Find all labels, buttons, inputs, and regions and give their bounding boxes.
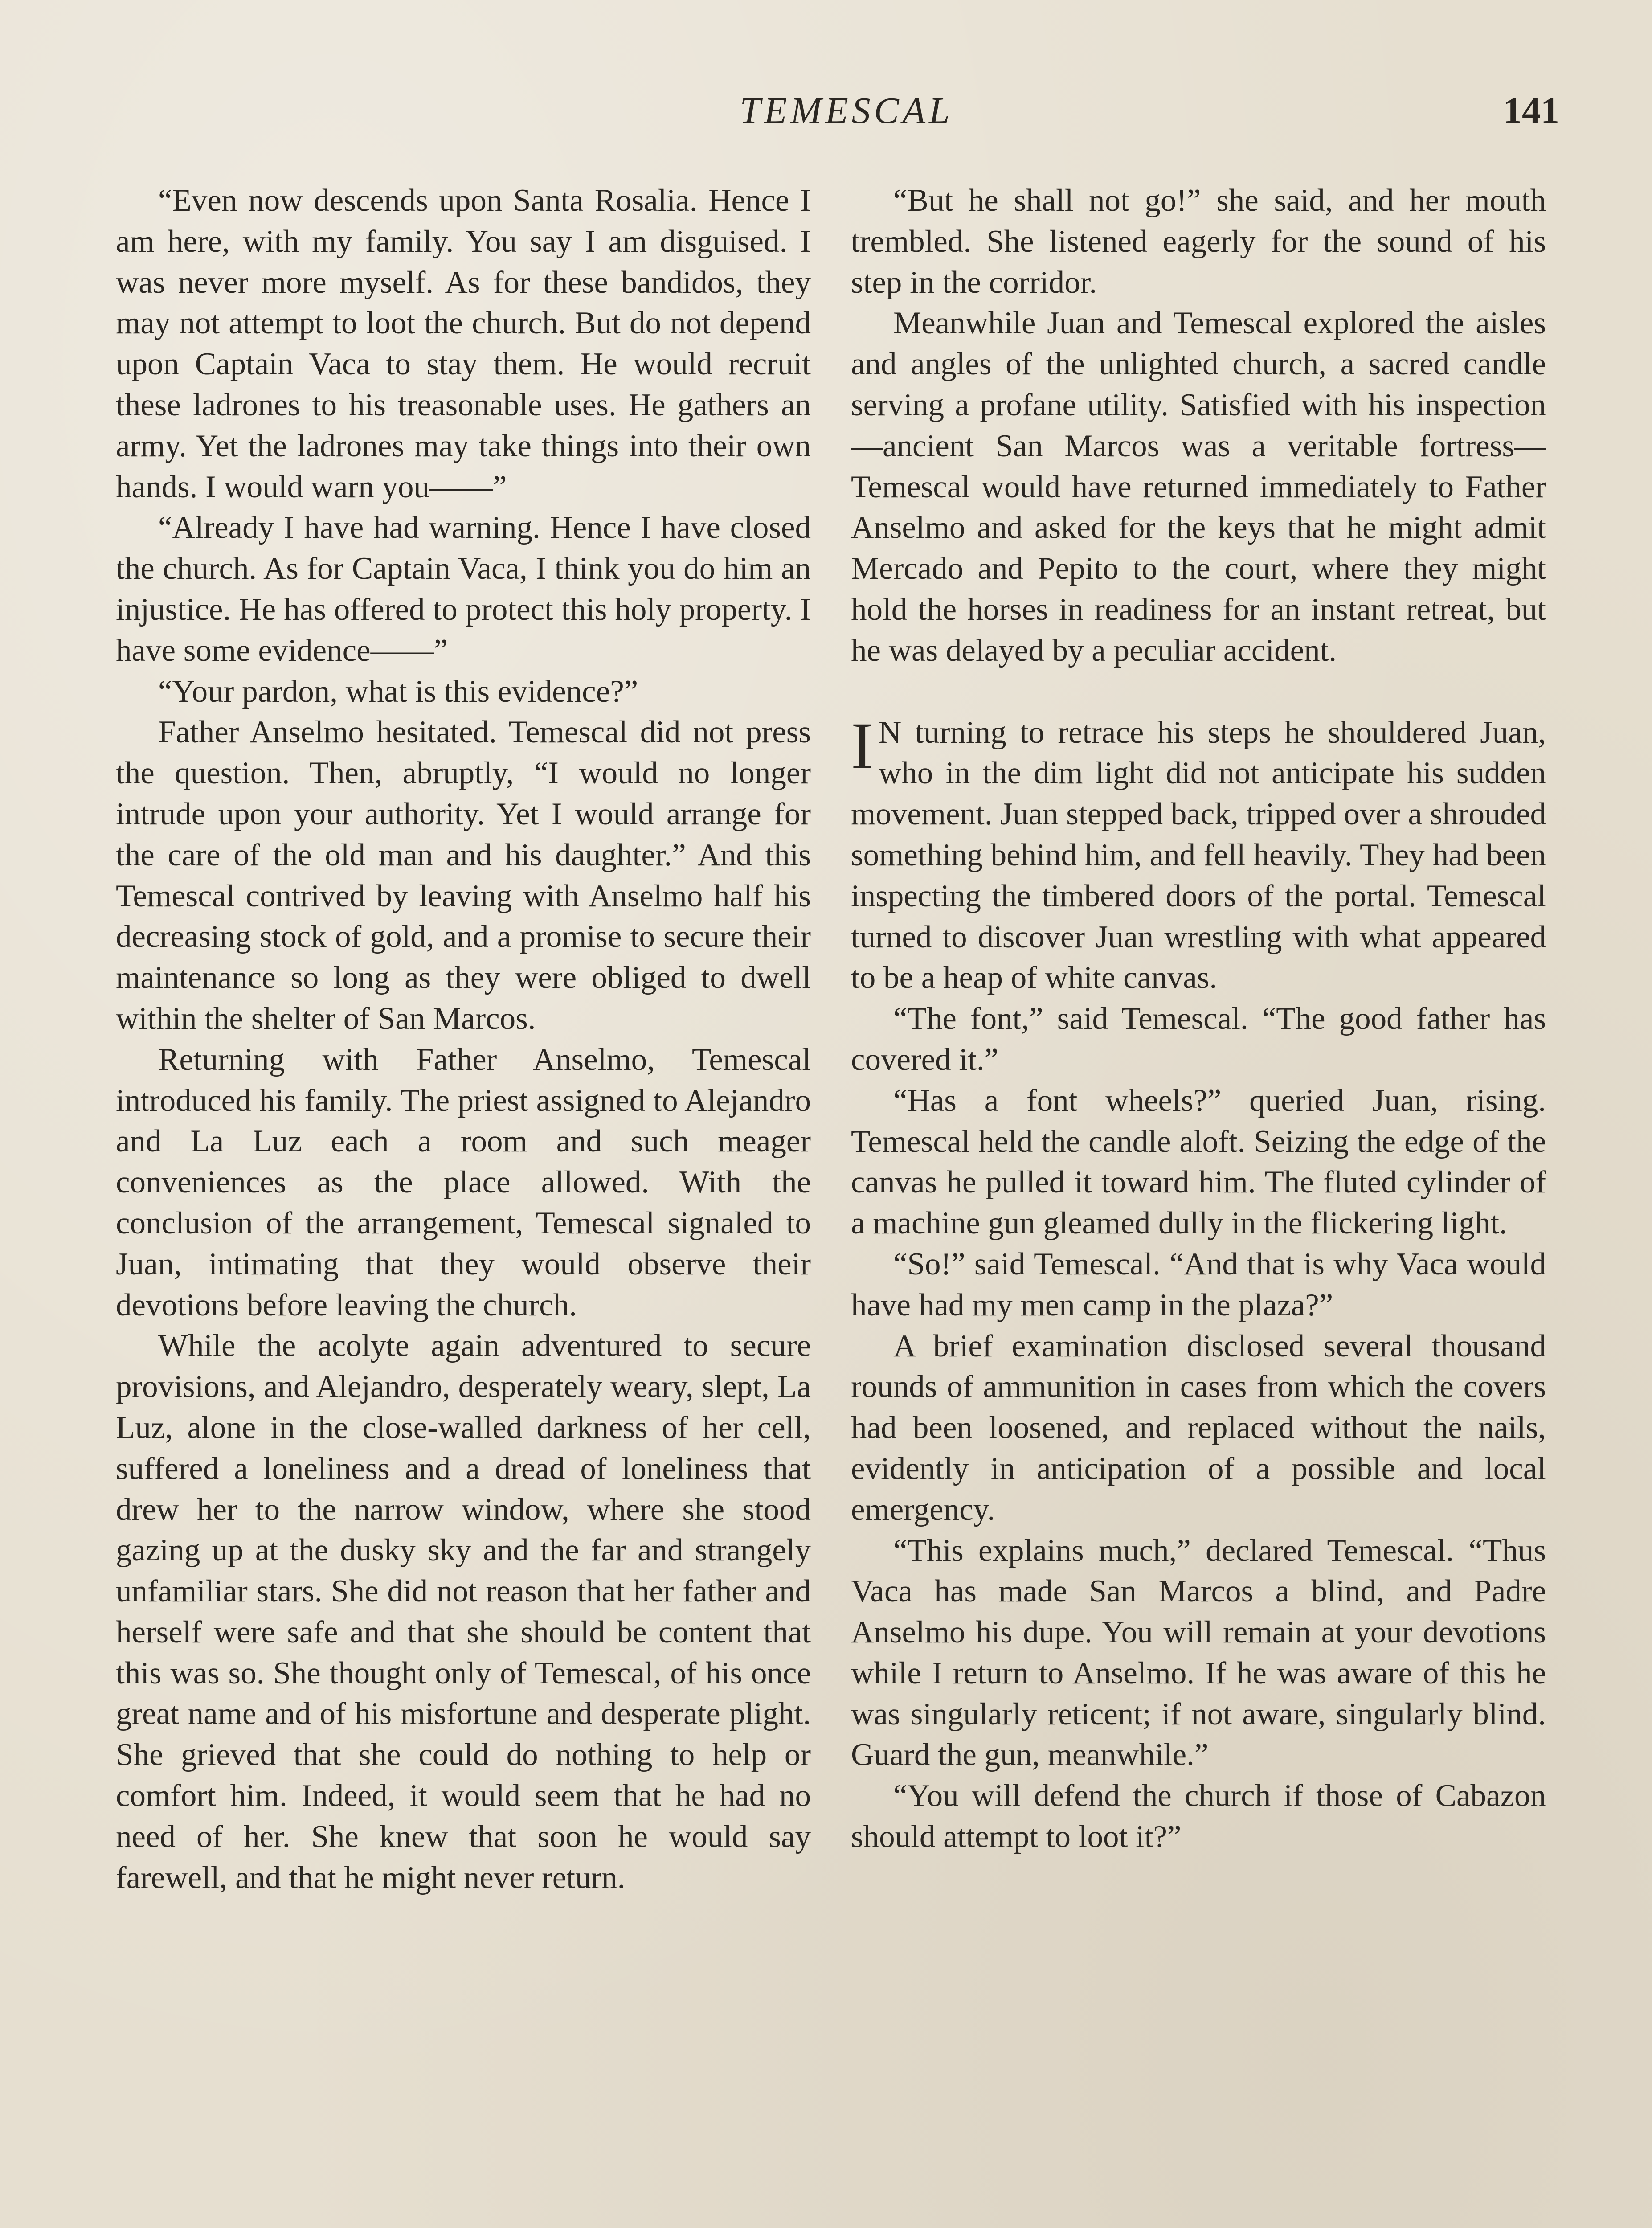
section-opening-paragraph xyxy=(851,709,1546,999)
paragraph: “You will defend the church if those of Cabazon should attempt to loot it?” xyxy=(851,1778,1546,1855)
paragraph: “Even now descends upon Santa Rosalia. Hence I am here, with my family. You say I am disguised. I was never more myself. As for these bandidos, they may not attempt to loot the church. But do not depend upon Captain Vaca to stay them. He would recruit these ladrones to his treasonable uses. He gathers an army. Yet the ladrones may take things into their own hands. I would warn you——” xyxy=(116,183,811,504)
right-column xyxy=(851,180,1546,1858)
page-number: 141 xyxy=(1503,90,1559,131)
paragraph: “The font,” said Temescal. “The good father has covered it.” xyxy=(851,1001,1546,1077)
paragraph: Father Anselmo hesitated. Temescal did not press the question. Then, abruptly, “I would no longer intrude upon your authority. Yet I would arrange for the care of the old man and his daughter.” And this Temescal contrived by leaving with Anselmo half his decreasing stock of gold, and a promise to secure their maintenance so long as they were obliged to dwell within the shelter of San Marcos. xyxy=(116,715,811,1036)
paragraph: “But he shall not go!” she said, and her mouth trembled. She listened eagerly for the sound of his step in the corridor. xyxy=(851,183,1546,300)
paragraph: “This explains much,” declared Temescal. “Thus Vaca has made San Marcos a blind, and Padre Anselmo his dupe. You will remain at your devotions while I return to Anselmo. If he was aware of this he was singularly reticent; if not aware, singularly blind. Guard the gun, meanwhile.” xyxy=(851,1533,1546,1773)
paragraph: Meanwhile Juan and Temescal explored the aisles and angles of the unlighted church, a sacred candle serving a profane utility. Satisfied with his inspection—ancient San Marcos was a veritable fortress—Temescal would have returned immediately to Father Anselmo and asked for the keys that he might admit Mercado and Pepito to the court, where they might hold the horses in readiness for an instant retreat, but he was delayed by a peculiar accident. xyxy=(851,306,1546,668)
paragraph: “Already I have had warning. Hence I have closed the church. As for Captain Vaca, I think you do him an injustice. He has offered to protect this holy property. I have some evidence——” xyxy=(116,510,811,668)
paragraph: A brief examination disclosed several thousand rounds of ammunition in cases from which the covers had been loosened, and replaced without the nails, evidently in anticipation of a possible and local emergency. xyxy=(851,1328,1546,1527)
paragraph: Returning with Father Anselmo, Temescal introduced his family. The priest assigned to Alejandro and La Luz each a room and such meager conveniences as the place allowed. With the conclusion of the arrangement, Temescal signaled to Juan, intimating that they would observe their devotions before leaving the church. xyxy=(116,1042,811,1323)
paragraph: “So!” said Temescal. “And that is why Vaca would have had my men camp in the plaza?” xyxy=(851,1246,1546,1323)
paragraph: “Your pardon, what is this evidence?” xyxy=(158,674,638,709)
drop-cap: I xyxy=(851,709,873,783)
paragraph-text: N turning to retrace his steps he shouldered Juan, who in the dim light did not anticipate his sudden movement. Juan stepped back, tripped over a shrouded something behind him, and fell heavily. They had been inspecting the timbered doors of the portal. Temescal turned to discover Juan wrestling with what appeared to be a heap of white canvas. xyxy=(851,715,1546,995)
paragraph: While the acolyte again adventured to secure provisions, and Alejandro, desperately weary, slept, La Luz, alone in the close-walled darkness of her cell, suffered a loneliness and a dread of loneliness that drew her to the narrow window, where she stood gazing up at the dusky sky and the far and strangely unfamiliar stars. She did not reason that her father and herself were safe and that she should be content that this was so. She thought only of Temescal, of his once great name and of his misfortune and desperate plight. She grieved that she could do nothing to help or comfort him. Indeed, it would seem that he had no need of her. She knew that soon he would say farewell, and that he might never return. xyxy=(116,1328,811,1895)
paragraph: “Has a font wheels?” queried Juan, rising. Temescal held the candle aloft. Seizing the edge of the canvas he pulled it toward him. The fluted cylinder of a machine gun gleamed dully in the flickering light. xyxy=(851,1083,1546,1241)
running-title: TEMESCAL xyxy=(740,90,953,131)
left-column xyxy=(116,180,811,1898)
